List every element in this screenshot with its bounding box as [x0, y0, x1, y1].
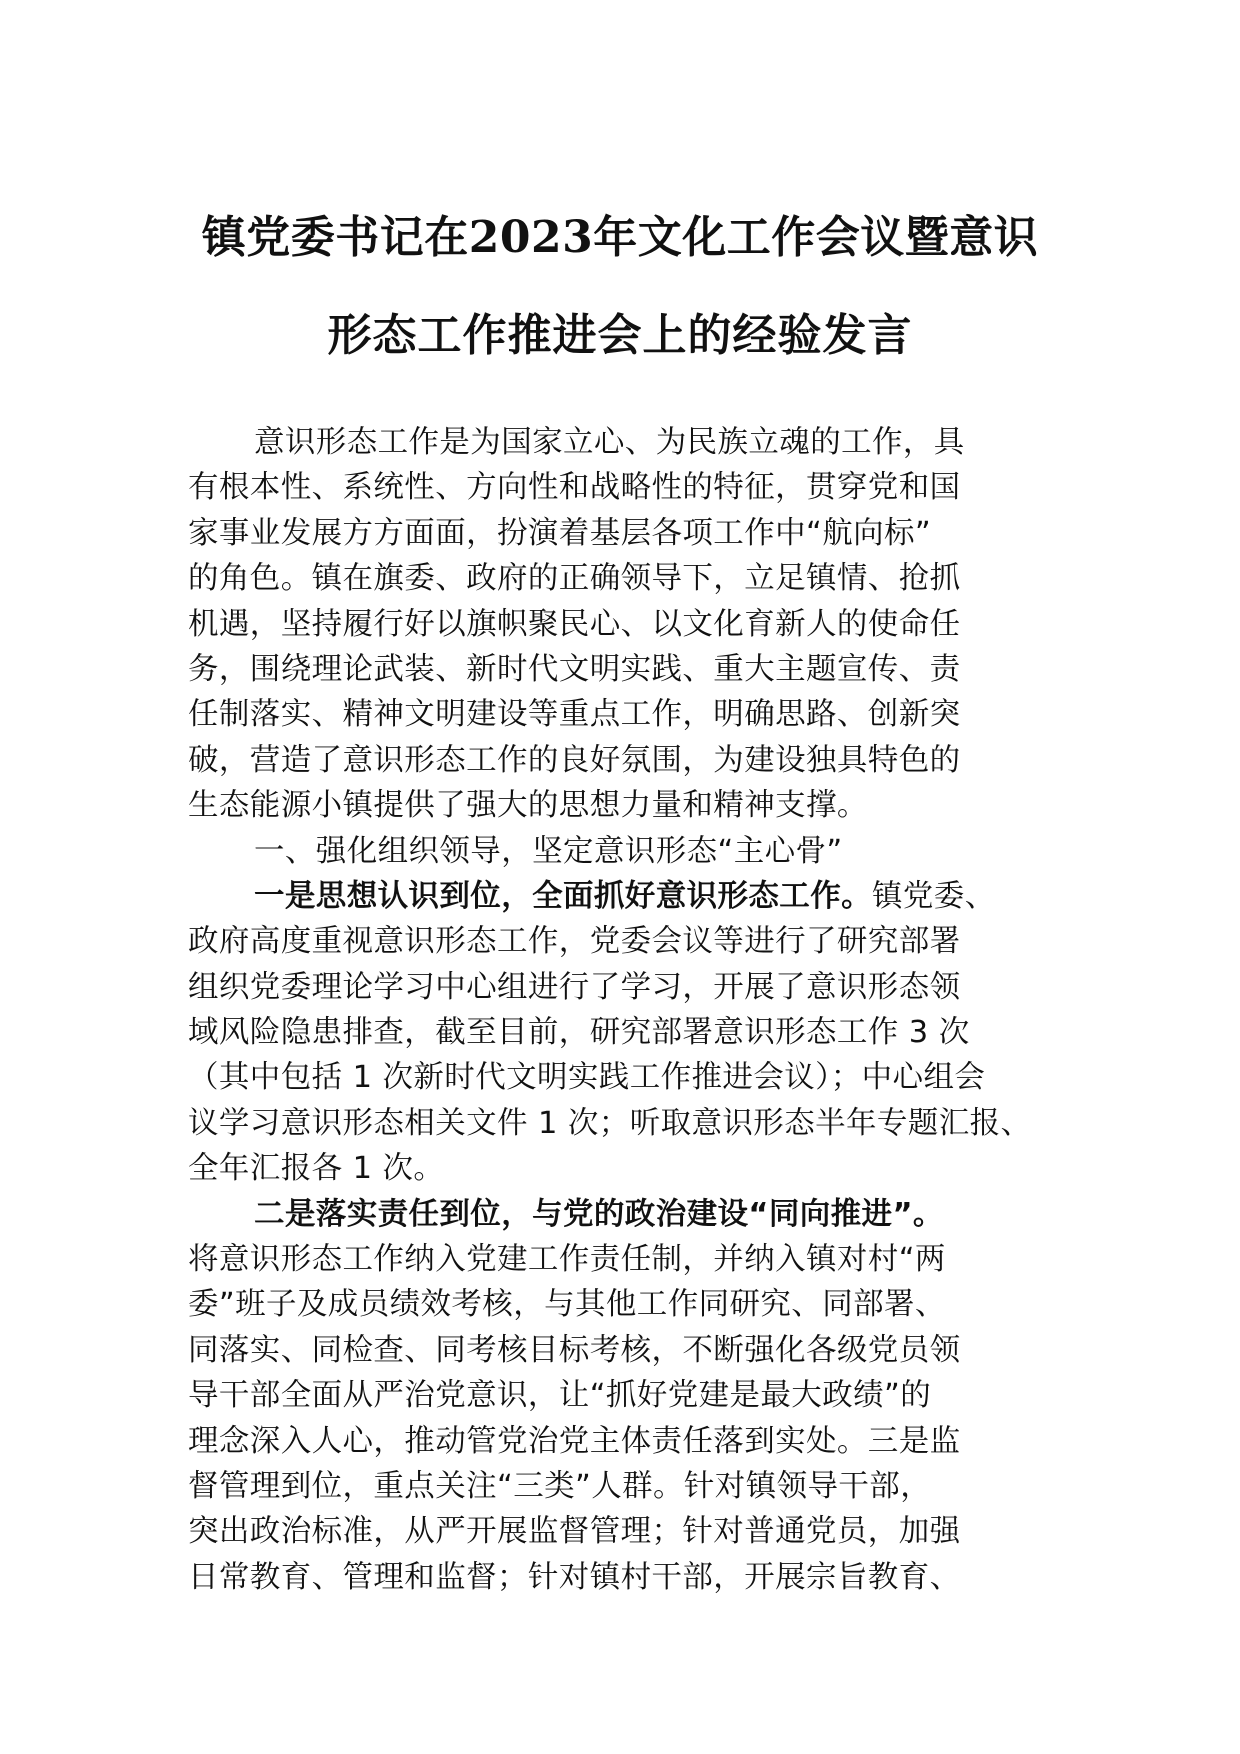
title-line-1: 镇党委书记在2023年文化工作会议暨意识 [201, 212, 1039, 263]
text-line: 理念深入人心，推动管党治党主体责任落到实处。三是监 [188, 1423, 961, 1459]
text-line: 家事业发展方方面面，扮演着基层各项工作中“航向标” [188, 515, 932, 551]
text-line: 将意识形态工作纳入党建工作责任制，并纳入镇对村“两 [188, 1242, 946, 1278]
section-heading: 一、强化组织领导，坚定意识形态“主心骨” [254, 833, 843, 869]
text-line: （其中包括 1 次新时代文明实践工作推进会议）；中心组会 [188, 1060, 986, 1096]
text-line: 委”班子及成员绩效考核，与其他工作同研究、同部署、 [188, 1287, 946, 1323]
paragraph-point-two [188, 1192, 1068, 1601]
title-line-2: 形态工作推进会上的经验发言 [327, 310, 913, 361]
text-line: 有根本性、系统性、方向性和战略性的特征，贯穿党和国 [188, 470, 961, 506]
paragraph-intro [188, 420, 1068, 829]
text-line: 议学习意识形态相关文件 1 次；听取意识形态半年专题汇报、 [188, 1105, 1032, 1141]
text-line: 日常教育、管理和监督；针对镇村干部，开展宗旨教育、 [188, 1559, 961, 1595]
document-body [188, 420, 1068, 1600]
text-line: 政府高度重视意识形态工作，党委会议等进行了研究部署 [188, 924, 961, 960]
paragraph-point-one [188, 874, 1068, 1192]
text-line: 导干部全面从严治党意识，让“抓好党建是最大政绩”的 [188, 1378, 932, 1414]
text-span: 镇党委、 [872, 878, 996, 914]
text-line: 意识形态工作是为国家立心、为民族立魂的工作，具 [254, 425, 965, 460]
text-line: 突出政治标准，从严开展监督管理；针对普通党员，加强 [188, 1514, 961, 1550]
text-line: 同落实、同检查、同考核目标考核，不断强化各级党员领 [188, 1332, 961, 1368]
text-line [188, 874, 1068, 919]
text-line: 的角色。镇在旗委、政府的正确领导下，立足镇情、抢抓 [188, 561, 961, 597]
text-line: 全年汇报各 1 次。 [188, 1151, 445, 1187]
text-line: 生态能源小镇提供了强大的思想力量和精神支撑。 [188, 788, 868, 824]
text-line: 任制落实、精神文明建设等重点工作，明确思路、创新突 [188, 697, 961, 733]
text-line: 破，营造了意识形态工作的良好氛围，为建设独具特色的 [188, 742, 961, 778]
text-line: 务，围绕理论武装、新时代文明实践、重大主题宣传、责 [188, 651, 961, 687]
point-heading: 一是思想认识到位，全面抓好意识形态工作。 [254, 878, 872, 914]
text-line: 域风险隐患排查，截至目前，研究部署意识形态工作 3 次 [188, 1015, 970, 1051]
text-line: 机遇，坚持履行好以旗帜聚民心、以文化育新人的使命任 [188, 606, 961, 642]
text-line: 组织党委理论学习中心组进行了学习，开展了意识形态领 [188, 969, 961, 1005]
text-line [188, 1192, 1068, 1237]
point-heading: 二是落实责任到位，与党的政治建设“同向推进”。 [254, 1196, 944, 1232]
text-line: 督管理到位，重点关注“三类”人群。针对镇领导干部， [188, 1468, 932, 1504]
